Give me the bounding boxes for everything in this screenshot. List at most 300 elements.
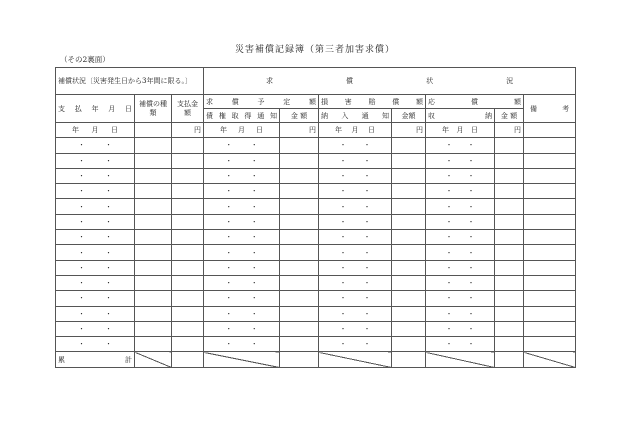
date-separator: ・: [225, 187, 233, 196]
amount-subheader: 金 額: [280, 109, 319, 123]
notice-date-cell[interactable]: [204, 230, 280, 245]
date-separator: ・: [467, 156, 475, 165]
date-unit-label: 日: [368, 126, 376, 135]
receipt-date-cell[interactable]: [426, 337, 495, 352]
date-separator: ・: [78, 187, 85, 196]
deposit-notice-char: 納: [321, 111, 329, 120]
date-separator: ・: [467, 141, 475, 150]
schedule-amount-cell[interactable]: [280, 123, 319, 138]
date-separator: ・: [225, 217, 233, 226]
date-separator: ・: [78, 233, 85, 242]
response-amount-cell[interactable]: [495, 321, 524, 336]
payment-amount-cell[interactable]: [172, 153, 204, 168]
response-amount-cell[interactable]: [495, 337, 524, 352]
payment-date-cell[interactable]: [56, 230, 135, 245]
damage-amount-cell[interactable]: [392, 260, 426, 275]
table-row: [56, 275, 576, 290]
deposit-notice-char: 通: [361, 111, 369, 120]
receipt-date-cell[interactable]: [426, 245, 495, 260]
remarks-cell[interactable]: [524, 214, 576, 229]
payment-date-cell[interactable]: [56, 291, 135, 306]
date-separator: ・: [225, 279, 233, 288]
notice-date-cell[interactable]: [204, 306, 280, 321]
date-separator: ・: [339, 156, 347, 165]
schedule-amount-cell[interactable]: [280, 184, 319, 199]
type-cell[interactable]: [135, 245, 172, 260]
date-separator: ・: [105, 156, 112, 165]
remarks-cell[interactable]: [524, 123, 576, 138]
remarks-cell[interactable]: [524, 291, 576, 306]
type-cell[interactable]: [135, 291, 172, 306]
payment-amount-cell[interactable]: [172, 214, 204, 229]
notice-date-cell[interactable]: [204, 214, 280, 229]
type-cell[interactable]: [135, 230, 172, 245]
date-separator: ・: [225, 233, 233, 242]
date-separator: ・: [225, 141, 233, 150]
schedule-amount-cell[interactable]: [280, 291, 319, 306]
receipt-subheader: [426, 109, 495, 123]
date-separator: ・: [225, 172, 233, 181]
remarks-total-cell[interactable]: [524, 352, 576, 367]
date-separator: ・: [363, 187, 371, 196]
date-separator: ・: [250, 340, 258, 349]
schedule-amount-cell[interactable]: [280, 199, 319, 214]
receipt-date-cell[interactable]: [426, 321, 495, 336]
payment-date-char: 支: [58, 104, 65, 113]
response-claim-char: 応: [428, 97, 436, 106]
date-separator: ・: [105, 141, 112, 150]
notice-date-cell[interactable]: [204, 168, 280, 183]
claim-schedule-header: [204, 95, 319, 109]
date-separator: ・: [339, 325, 347, 333]
claim-schedule-char: 求: [206, 97, 214, 106]
date-separator: ・: [339, 202, 347, 211]
receipt-date-cell[interactable]: [426, 168, 495, 183]
deposit-date-cell[interactable]: [319, 168, 392, 183]
payment-amount-cell[interactable]: [172, 138, 204, 153]
deposit-date-cell[interactable]: [319, 245, 392, 260]
deposit-total-cell[interactable]: [319, 352, 392, 367]
type-cell[interactable]: [135, 260, 172, 275]
date-separator: ・: [225, 263, 233, 272]
type-cell[interactable]: [135, 321, 172, 336]
deposit-date-cell[interactable]: [319, 184, 392, 199]
date-unit-label: 年: [442, 126, 450, 135]
payment-date-cell[interactable]: [56, 321, 135, 336]
date-separator: ・: [445, 233, 453, 242]
date-separator: ・: [78, 325, 85, 333]
payment-amount-cell[interactable]: [172, 123, 204, 138]
type-total-cell[interactable]: [135, 352, 172, 367]
schedule-amount-cell[interactable]: [280, 260, 319, 275]
date-separator: ・: [225, 309, 233, 318]
deposit-date-cell[interactable]: [319, 153, 392, 168]
payment-amount-cell[interactable]: [172, 168, 204, 183]
table-row: [56, 245, 576, 260]
table-row: [56, 168, 576, 183]
schedule-amount-cell[interactable]: [280, 230, 319, 245]
remarks-cell[interactable]: [524, 184, 576, 199]
receipt-date-cell[interactable]: [426, 153, 495, 168]
deposit-date-cell[interactable]: [319, 291, 392, 306]
date-separator: ・: [339, 217, 347, 226]
claim-status-char: 償: [346, 77, 354, 85]
date-separator: ・: [105, 248, 112, 257]
date-separator: ・: [250, 325, 258, 333]
date-separator: ・: [445, 141, 453, 150]
response-amount-cell[interactable]: [495, 153, 524, 168]
payment-amount-cell[interactable]: [172, 337, 204, 352]
deposit-notice-subheader: [319, 109, 392, 123]
payment-amount-cell[interactable]: [172, 230, 204, 245]
notice-date-cell[interactable]: [204, 123, 280, 138]
remarks-char: 備: [530, 104, 538, 113]
damage-claim-header: [319, 95, 426, 109]
claim-status-header: [204, 68, 576, 95]
date-separator: ・: [250, 202, 258, 211]
remarks-char: 考: [562, 104, 570, 113]
remarks-cell[interactable]: [524, 321, 576, 336]
date-unit-label: 月: [456, 126, 464, 135]
date-separator: ・: [225, 248, 233, 257]
damage-claim-char: 害: [344, 97, 352, 106]
date-separator: ・: [250, 187, 258, 196]
notice-date-char: 知: [270, 111, 277, 120]
table-row: [56, 306, 576, 321]
damage-amount-cell[interactable]: [392, 230, 426, 245]
payment-date-cell[interactable]: [56, 214, 135, 229]
damage-amount-cell[interactable]: [392, 275, 426, 290]
payment-amount-cell[interactable]: [172, 275, 204, 290]
date-separator: ・: [363, 340, 371, 349]
schedule-amount-cell[interactable]: [280, 153, 319, 168]
date-separator: ・: [78, 141, 85, 150]
remarks-cell[interactable]: [524, 260, 576, 275]
damage-claim-char: 賠: [368, 97, 376, 106]
date-separator: ・: [250, 263, 258, 272]
receipt-total-cell[interactable]: [426, 352, 495, 367]
date-separator: ・: [78, 263, 85, 272]
yen-unit-label: 円: [194, 126, 202, 135]
remarks-cell[interactable]: [524, 153, 576, 168]
notice-date-cell[interactable]: [204, 153, 280, 168]
receipt-char: 収: [428, 111, 436, 120]
date-separator: ・: [339, 294, 347, 303]
remarks-cell[interactable]: [524, 168, 576, 183]
type-cell[interactable]: [135, 138, 172, 153]
date-separator: ・: [105, 340, 112, 349]
date-separator: ・: [339, 340, 347, 349]
response-amount-cell[interactable]: [495, 138, 524, 153]
deposit-date-cell[interactable]: [319, 214, 392, 229]
type-cell[interactable]: [135, 306, 172, 321]
date-separator: ・: [467, 263, 475, 272]
schedule-amount-cell[interactable]: [280, 337, 319, 352]
date-separator: ・: [105, 202, 112, 211]
receipt-date-cell[interactable]: [426, 275, 495, 290]
date-separator: ・: [225, 325, 233, 333]
response-amount-cell[interactable]: [495, 291, 524, 306]
damage-amount-cell[interactable]: [392, 306, 426, 321]
response-amount-cell[interactable]: [495, 306, 524, 321]
type-cell[interactable]: [135, 199, 172, 214]
payment-date-cell[interactable]: [56, 153, 135, 168]
type-cell[interactable]: [135, 153, 172, 168]
response-claim-char: 償: [471, 97, 479, 106]
date-separator: ・: [339, 279, 347, 288]
claim-schedule-char: 額: [309, 97, 317, 106]
response-amount-cell[interactable]: [495, 245, 524, 260]
page-subtitle: （その2裏面）: [60, 55, 110, 64]
type-cell[interactable]: [135, 337, 172, 352]
payment-amount-cell[interactable]: [172, 321, 204, 336]
yen-unit-label: 円: [416, 126, 424, 135]
notice-date-char: 得: [244, 111, 252, 120]
payment-date-header: [56, 95, 135, 123]
unit-row: [56, 123, 576, 138]
payment-amount-cell[interactable]: [172, 306, 204, 321]
date-separator: ・: [467, 309, 475, 318]
receipt-date-cell[interactable]: [426, 199, 495, 214]
response-amount-cell[interactable]: [495, 199, 524, 214]
date-separator: ・: [250, 309, 258, 318]
date-unit-label: 月: [91, 126, 99, 135]
date-separator: ・: [339, 187, 347, 196]
payment-amount-cell[interactable]: [172, 184, 204, 199]
damage-amount-cell[interactable]: [392, 153, 426, 168]
deposit-date-cell[interactable]: [319, 123, 392, 138]
date-separator: ・: [250, 172, 258, 181]
payment-date-cell[interactable]: [56, 275, 135, 290]
date-separator: ・: [363, 233, 371, 242]
receipt-date-cell[interactable]: [426, 230, 495, 245]
type-cell[interactable]: [135, 275, 172, 290]
date-separator: ・: [105, 309, 112, 318]
date-separator: ・: [225, 202, 233, 211]
date-separator: ・: [445, 202, 453, 211]
damage-total-cell[interactable]: [392, 352, 426, 367]
schedule-amount-cell[interactable]: [280, 168, 319, 183]
payment-date-cell[interactable]: [56, 245, 135, 260]
response-amount-cell[interactable]: [495, 214, 524, 229]
remarks-cell[interactable]: [524, 337, 576, 352]
date-unit-label: 日: [111, 126, 118, 135]
receipt-date-cell[interactable]: [426, 291, 495, 306]
payment-amount-cell[interactable]: [172, 245, 204, 260]
receipt-date-cell[interactable]: [426, 306, 495, 321]
date-separator: ・: [250, 294, 258, 303]
date-separator: ・: [78, 202, 85, 211]
payment-date-cell[interactable]: [56, 199, 135, 214]
payment-date-char: 年: [91, 104, 99, 113]
yen-unit-label: 円: [309, 126, 317, 135]
response-amount-cell[interactable]: [495, 168, 524, 183]
deposit-date-cell[interactable]: [319, 321, 392, 336]
date-separator: ・: [445, 156, 453, 165]
receipt-char: 納: [485, 111, 493, 120]
date-separator: ・: [363, 141, 371, 150]
damage-amount-cell[interactable]: [392, 123, 426, 138]
date-separator: ・: [467, 294, 475, 303]
schedule-amount-cell[interactable]: [280, 214, 319, 229]
schedule-amount-cell[interactable]: [280, 321, 319, 336]
remarks-cell[interactable]: [524, 275, 576, 290]
payment-date-char: 月: [108, 104, 116, 113]
damage-amount-cell[interactable]: [392, 321, 426, 336]
notice-date-cell[interactable]: [204, 184, 280, 199]
date-separator: ・: [105, 233, 112, 242]
date-separator: ・: [250, 141, 258, 150]
damage-claim-char: 額: [416, 97, 424, 106]
payment-date-char: 払: [74, 104, 82, 113]
response-amount-cell[interactable]: [495, 230, 524, 245]
table-row: [56, 260, 576, 275]
date-separator: ・: [78, 340, 85, 349]
claim-status-char: 況: [506, 77, 514, 85]
date-separator: ・: [105, 263, 112, 272]
date-separator: ・: [225, 340, 233, 349]
notice-date-cell[interactable]: [204, 275, 280, 290]
payment-date-cell[interactable]: [56, 168, 135, 183]
date-separator: ・: [363, 202, 371, 211]
damage-amount-cell[interactable]: [392, 168, 426, 183]
damage-amount-cell[interactable]: [392, 214, 426, 229]
response-amount-cell[interactable]: [495, 184, 524, 199]
notice-date-cell[interactable]: [204, 245, 280, 260]
receipt-date-cell[interactable]: [426, 214, 495, 229]
schedule-amount-cell[interactable]: [280, 138, 319, 153]
payment-total-cell[interactable]: [172, 352, 204, 367]
remarks-cell[interactable]: [524, 199, 576, 214]
notice-date-cell[interactable]: [204, 291, 280, 306]
date-unit-label: 月: [238, 126, 246, 135]
date-separator: ・: [339, 309, 347, 318]
total-label: [56, 352, 135, 367]
compensation-record-table: [55, 67, 576, 368]
damage-amount-cell[interactable]: [392, 337, 426, 352]
date-separator: ・: [467, 233, 475, 242]
schedule-total-cell[interactable]: [280, 352, 319, 367]
response-amount-cell[interactable]: [495, 123, 524, 138]
notice-date-char: 取: [231, 111, 239, 120]
date-separator: ・: [363, 263, 371, 272]
compensation-type-header: 補償の種類: [135, 95, 172, 123]
notice-date-cell[interactable]: [204, 199, 280, 214]
date-separator: ・: [445, 294, 453, 303]
response-total-cell[interactable]: [495, 352, 524, 367]
table-row: [56, 230, 576, 245]
date-separator: ・: [105, 294, 112, 303]
response-amount-cell[interactable]: [495, 260, 524, 275]
response-amount-cell[interactable]: [495, 275, 524, 290]
notice-date-cell[interactable]: [204, 260, 280, 275]
type-cell[interactable]: [135, 168, 172, 183]
payment-date-cell[interactable]: [56, 184, 135, 199]
claim-schedule-char: 予: [257, 97, 265, 106]
deposit-date-cell[interactable]: [319, 260, 392, 275]
damage-amount-cell[interactable]: [392, 184, 426, 199]
deposit-date-cell[interactable]: [319, 306, 392, 321]
date-unit-label: 年: [220, 126, 228, 135]
payment-date-cell[interactable]: [56, 123, 135, 138]
date-separator: ・: [250, 156, 258, 165]
damage-amount-cell[interactable]: [392, 199, 426, 214]
remarks-cell[interactable]: [524, 306, 576, 321]
date-separator: ・: [445, 172, 453, 181]
date-separator: ・: [445, 325, 453, 333]
date-separator: ・: [363, 325, 371, 333]
deposit-date-cell[interactable]: [319, 230, 392, 245]
remarks-cell[interactable]: [524, 245, 576, 260]
damage-amount-cell[interactable]: [392, 291, 426, 306]
payment-amount-cell[interactable]: [172, 291, 204, 306]
date-separator: ・: [363, 217, 371, 226]
payment-date-cell[interactable]: [56, 260, 135, 275]
notice-date-cell[interactable]: [204, 138, 280, 153]
date-separator: ・: [339, 263, 347, 272]
payment-date-cell[interactable]: [56, 337, 135, 352]
damage-amount-cell[interactable]: [392, 245, 426, 260]
receipt-date-cell[interactable]: [426, 184, 495, 199]
notice-total-cell[interactable]: [204, 352, 280, 367]
remarks-cell[interactable]: [524, 230, 576, 245]
notice-date-cell[interactable]: [204, 321, 280, 336]
deposit-date-cell[interactable]: [319, 199, 392, 214]
date-separator: ・: [363, 248, 371, 257]
notice-date-char: 通: [257, 111, 265, 120]
payment-amount-cell[interactable]: [172, 260, 204, 275]
deposit-date-cell[interactable]: [319, 138, 392, 153]
total-label-char: 累: [58, 355, 65, 364]
type-cell[interactable]: [135, 214, 172, 229]
date-separator: ・: [445, 248, 453, 257]
schedule-amount-cell[interactable]: [280, 275, 319, 290]
type-cell[interactable]: [135, 123, 172, 138]
claim-schedule-char: 償: [231, 97, 239, 106]
payment-amount-cell[interactable]: [172, 199, 204, 214]
schedule-amount-cell[interactable]: [280, 306, 319, 321]
receipt-date-cell[interactable]: [426, 260, 495, 275]
date-separator: ・: [445, 187, 453, 196]
total-row: [56, 352, 576, 367]
deposit-date-cell[interactable]: [319, 337, 392, 352]
date-separator: ・: [78, 248, 85, 257]
response-claim-char: 額: [514, 97, 522, 106]
table-row: [56, 214, 576, 229]
schedule-amount-cell[interactable]: [280, 245, 319, 260]
date-separator: ・: [78, 294, 85, 303]
yen-unit-label: 円: [514, 126, 522, 135]
date-unit-label: 年: [72, 126, 79, 135]
type-cell[interactable]: [135, 184, 172, 199]
deposit-date-cell[interactable]: [319, 275, 392, 290]
date-separator: ・: [105, 217, 112, 226]
notice-date-cell[interactable]: [204, 337, 280, 352]
payment-date-cell[interactable]: [56, 306, 135, 321]
damage-amount-cell[interactable]: [392, 138, 426, 153]
page-title: 災害補償記録簿（第三者加害求償）: [234, 45, 395, 55]
receipt-date-cell[interactable]: [426, 138, 495, 153]
date-separator: ・: [467, 340, 475, 349]
payment-date-cell[interactable]: [56, 138, 135, 153]
date-unit-label: 日: [471, 126, 479, 135]
remarks-cell[interactable]: [524, 138, 576, 153]
date-separator: ・: [250, 248, 258, 257]
date-separator: ・: [363, 156, 371, 165]
table-row: [56, 199, 576, 214]
remarks-header: [524, 95, 576, 123]
receipt-date-cell[interactable]: [426, 123, 495, 138]
